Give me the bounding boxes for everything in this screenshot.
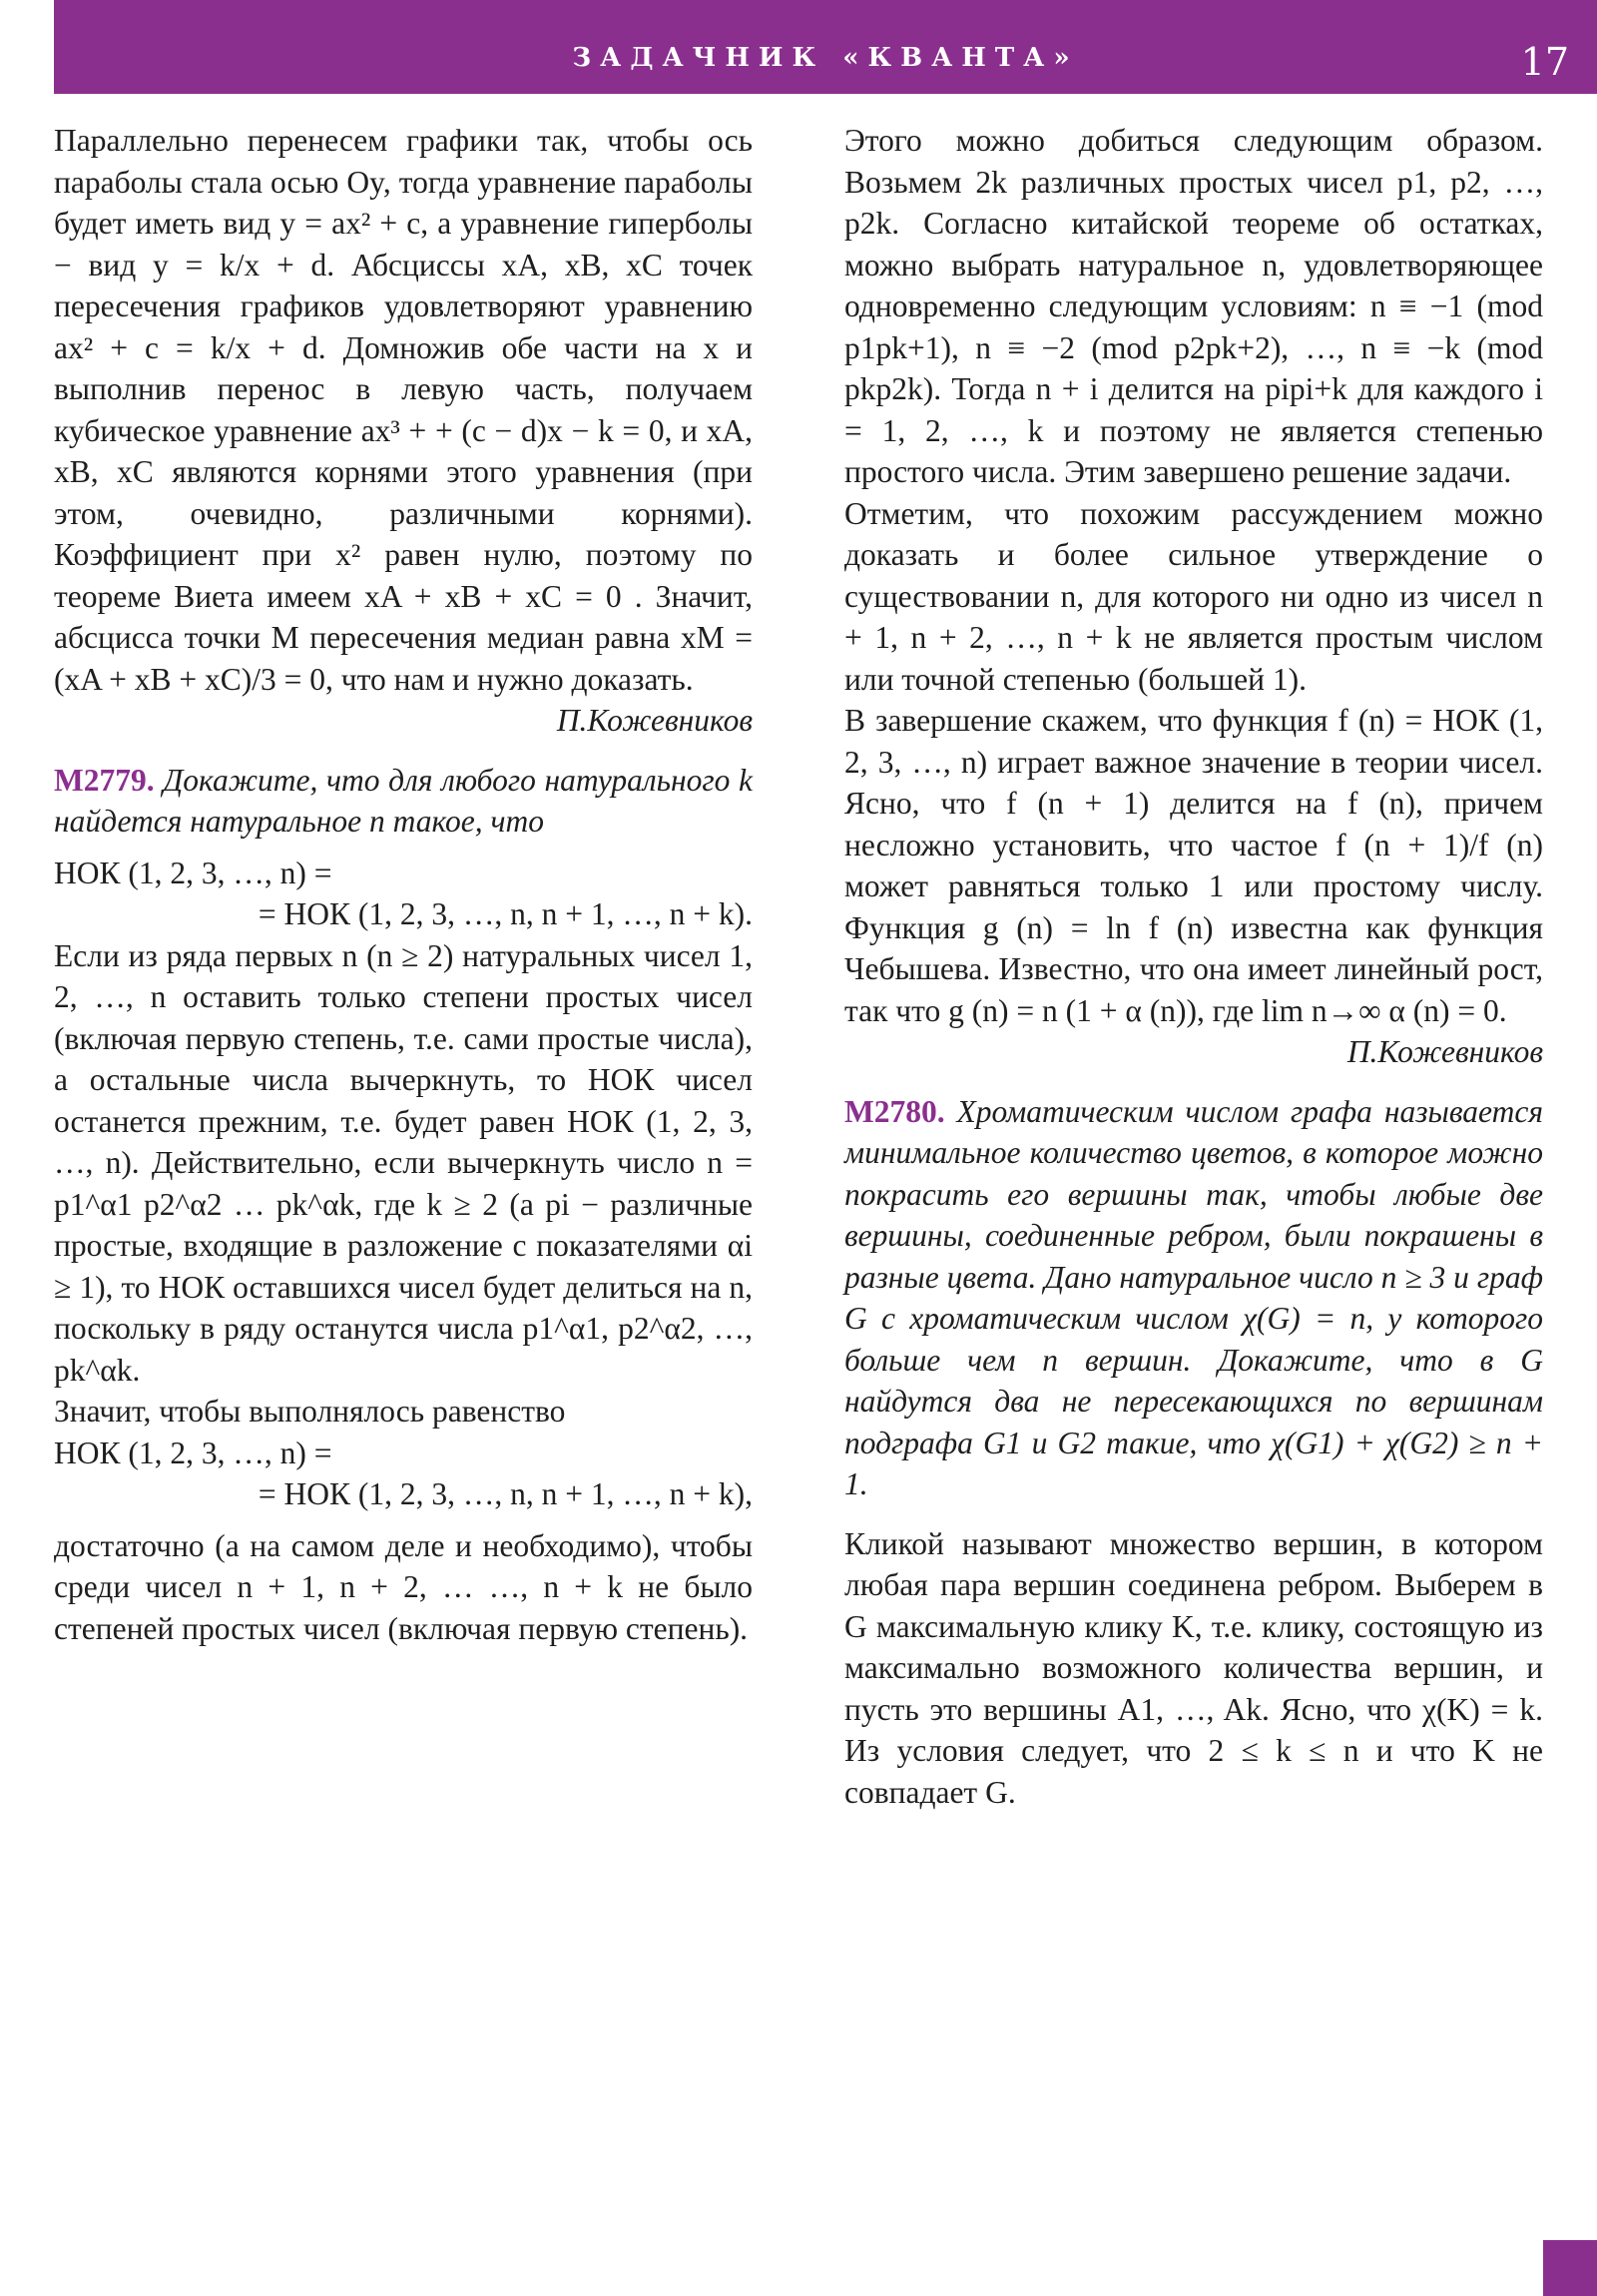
page-corner-marker xyxy=(1543,2240,1597,2296)
problem-label: М2779. xyxy=(54,762,155,798)
equation-line: = НОК (1, 2, 3, …, n, n + 1, …, n + k). xyxy=(258,896,753,931)
solution-paragraph: Значит, чтобы выполнялось равенство xyxy=(54,1394,566,1429)
problem-m2780 xyxy=(844,1091,1543,1505)
equation-line: НОК (1, 2, 3, …, n) = xyxy=(54,1435,332,1470)
problem-label: М2780. xyxy=(844,1093,945,1129)
equation-line: НОК (1, 2, 3, …, n) = xyxy=(54,855,332,890)
solution-paragraph: Если из ряда первых n (n ≥ 2) натуральных чисел 1, 2, …, n оставить только степени простых чисел (включая первую степень, т.е. сами простые числа), а остальные числа вычеркнуть, то НОК чисел останется прежним, т.е. будет равен НОК (1, 2, 3, …, n). Действительно, если вычеркнуть число n = p1^α1 p2^α2 … pk^αk, где k ≥ 2 (а pi − различные простые, входящие в разложение с показателями αi ≥ 1), то НОК оставшихся чисел будет делиться на n, поскольку в ряду останутся числа p1^α1, p2^α2, …, pk^αk. xyxy=(54,937,753,1388)
right-column xyxy=(844,120,1543,1813)
solution-paragraph: В завершение скажем, что функция f (n) = НОК (1, 2, 3, …, n) играет важное значение в теории чисел. Ясно, что f (n + 1) делится на f (n), причем несложно установить, что частое f (n + 1)/f (n) может равняться только 1 или простому числу. Функция g (n) = ln f (n) известна как функция Чебышева. Известно, что она имеет линейный рост, так что g (n) = n (1 + α (n)), где lim n→∞ α (n) = 0. xyxy=(844,703,1543,1028)
page-header xyxy=(54,0,1597,94)
problem-statement: Докажите, что для любого натурального k найдется натуральное n такое, что xyxy=(54,762,754,839)
page-number: 17 xyxy=(1520,40,1569,84)
solution-paragraph: Этого можно добиться следующим образом. Возьмем 2k различных простых чисел p1, p2, …, p2k. Согласно китайской теореме об остатках, можно выбрать натуральное n, удовлетворяющее одновременно следующим условиям: n ≡ −1 (mod p1pk+1), n ≡ −2 (mod p2pk+2), …, n ≡ −k (mod pkp2k). Тогда n + i делится на pipi+k для каждого i = 1, 2, …, k и поэтому не является степенью простого числа. Этим завершено решение задачи. xyxy=(844,123,1543,489)
author-signature: П.Кожевников xyxy=(1346,1034,1543,1069)
solution-paragraph: Кликой называют множество вершин, в котором любая пара вершин соединена ребром. Выберем в G максимальную клику K, т.е. клику, состоящую из максимально возможного количества вершин, и пусть это вершины A1, …, Ak. Ясно, что χ(K) = k. Из условия следует, что 2 ≤ k ≤ n и что K не совпадает G. xyxy=(844,1525,1543,1810)
problem-statement: Хроматическим числом графа называется минимальное количество цветов, в которое можно покрасить его вершины так, чтобы любые две вершины, соединенные ребром, были покрашены в разные цвета. Дано натуральное число n ≥ 3 и граф G с хроматическим числом χ(G) = n, у которого больше чем n вершин. Докажите, что в G найдутся два не пересекающихся по вершинам подграфа G1 и G2 такие, что χ(G1) + χ(G2) ≥ n + 1. xyxy=(844,1093,1543,1501)
author-signature: П.Кожевников xyxy=(556,703,753,738)
problem-m2779 xyxy=(54,760,753,843)
solution-paragraph: достаточно (а на самом деле и необходимо), чтобы среди чисел n + 1, n + 2, … …, n + k не было степеней простых чисел (включая первую степень). xyxy=(54,1527,753,1646)
left-column xyxy=(54,120,753,1649)
equation-line: = НОК (1, 2, 3, …, n, n + 1, …, n + k), xyxy=(258,1476,753,1511)
solution-paragraph: Параллельно перенесем графики так, чтобы ось параболы стала осью Oy, тогда уравнение параболы будет иметь вид y = ax² + c, а уравнение гиперболы − вид y = k/x + d. Абсциссы xA, xB, xC точек пересечения графиков удовлетворяют уравнению ax² + c = k/x + d. Домножив обе части на x и выполнив перенос в левую часть, получаем кубическое уравнение ax³ + + (c − d)x − k = 0, и xA, xB, xC являются корнями этого уравнения (при этом, очевидно, различными корнями). Коэффициент при x² равен нулю, поэтому по теореме Виета имеем xA + xB + xC = 0 . Значит, абсцисса точки M пересечения медиан равна xM = (xA + xB + xC)/3 = 0, что нам и нужно доказать. xyxy=(54,123,753,697)
solution-paragraph: Отметим, что похожим рассуждением можно доказать и более сильное утверждение о существовании n, для которого ни одно из чисел n + 1, n + 2, …, n + k не является простым числом или точной степенью (большей 1). xyxy=(844,495,1543,697)
journal-section-title: ЗАДАЧНИК «КВАНТА» xyxy=(572,43,1079,73)
